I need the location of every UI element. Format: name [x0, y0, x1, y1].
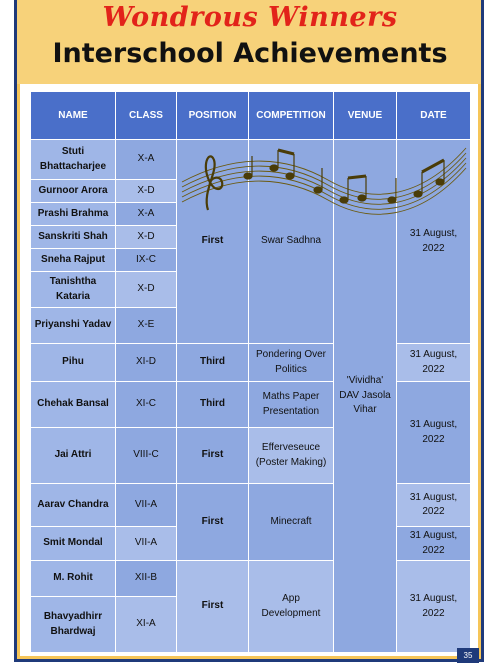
student-name: M. Rohit — [31, 561, 116, 597]
date-cell: 31 August, 2022 — [397, 484, 471, 527]
student-class: X-D — [116, 226, 177, 249]
student-name: Pihu — [31, 344, 116, 382]
page-title: Wondrous Winners — [102, 2, 398, 33]
col-header-position: POSITION — [177, 92, 249, 140]
student-name: Sneha Rajput — [31, 249, 116, 272]
student-class: XII-B — [116, 561, 177, 597]
student-name: Gurnoor Arora — [31, 180, 116, 203]
student-class: VII-A — [116, 527, 177, 561]
student-class: X-D — [116, 272, 177, 308]
date-cell: 31 August, 2022 — [397, 527, 471, 561]
col-header-name: NAME — [31, 92, 116, 140]
competition-cell: Maths Paper Presentation — [249, 382, 334, 428]
table-row — [31, 344, 471, 382]
position-cell: Third — [177, 344, 249, 382]
page-subtitle: Interschool Achievements — [52, 38, 448, 69]
date-cell: 31 August, 2022 — [397, 382, 471, 484]
competition-cell: Pondering Over Politics — [249, 344, 334, 382]
student-class: X-E — [116, 308, 177, 344]
student-name: Sanskriti Shah — [31, 226, 116, 249]
student-name: Chehak Bansal — [31, 382, 116, 428]
col-header-class: CLASS — [116, 92, 177, 140]
student-name: Bhavyadhirr Bhardwaj — [31, 597, 116, 653]
position-cell: Third — [177, 382, 249, 428]
student-class: IX-C — [116, 249, 177, 272]
competition-cell: Efferveseuce (Poster Making) — [249, 428, 334, 484]
table-row — [31, 561, 471, 597]
competition-cell: Minecraft — [249, 484, 334, 561]
student-class: X-A — [116, 140, 177, 180]
col-header-venue: VENUE — [334, 92, 397, 140]
competition-cell: Swar Sadhna — [249, 140, 334, 344]
music-notes-illustration — [178, 142, 470, 226]
position-cell: First — [177, 484, 249, 561]
student-name: Smit Mondal — [31, 527, 116, 561]
student-name: Priyanshi Yadav — [31, 308, 116, 344]
student-class: VII-A — [116, 484, 177, 527]
table-row — [31, 382, 471, 428]
student-class: XI-D — [116, 344, 177, 382]
col-header-competition: COMPETITION — [249, 92, 334, 140]
date-cell: 31 August, 2022 — [397, 344, 471, 382]
position-cell: First — [177, 561, 249, 653]
student-name: Stuti Bhattacharjee — [31, 140, 116, 180]
position-cell: First — [177, 428, 249, 484]
student-class: XI-A — [116, 597, 177, 653]
col-header-date: DATE — [397, 92, 471, 140]
student-name: Prashi Brahma — [31, 203, 116, 226]
student-name: Tanishtha Kataria — [31, 272, 116, 308]
student-class: VIII-C — [116, 428, 177, 484]
student-name: Aarav Chandra — [31, 484, 116, 527]
page-number-badge: 35 — [457, 648, 479, 663]
date-cell: 31 August, 2022 — [397, 561, 471, 653]
table-row — [31, 484, 471, 527]
date-cell: 31 August, 2022 — [397, 140, 471, 344]
student-class: X-D — [116, 180, 177, 203]
table-header-row — [31, 92, 471, 140]
student-name: Jai Attri — [31, 428, 116, 484]
student-class: XI-C — [116, 382, 177, 428]
competition-cell: App Development — [249, 561, 334, 653]
venue-cell: 'Vividha' DAV Jasola Vihar — [334, 140, 397, 653]
student-class: X-A — [116, 203, 177, 226]
position-cell: First — [177, 140, 249, 344]
